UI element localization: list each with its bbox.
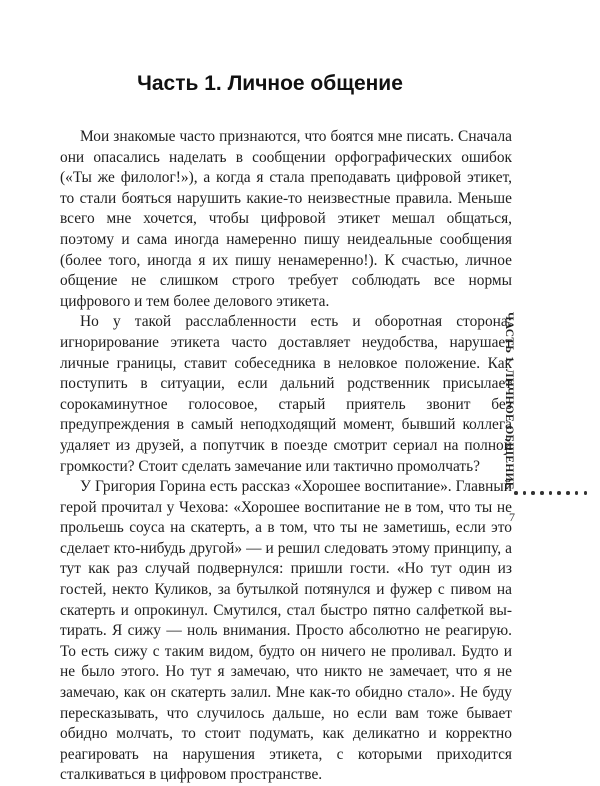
- chapter-title: Часть 1. Личное общение: [137, 72, 403, 95]
- paragraph: У Григория Горина есть рассказ «Хорошее воспитание». Главный герой прочитал у Чехова: «Хорошее воспитание не в том, что ты не прольешь соуса на скатерть, а в том, что ты не заметишь, если это сделает кто-нибудь другой» — и решил следовать этому принципу, а тут как раз случай подвернулся: пришли гости. «Но тут один из гостей, некто Куликов, за бутылкой потянулся и фужер с пивом на скатерть и опрокинул. Смутился, стал быстро пятно салфеткой вытирать. Я сижу — ноль внимания. Просто абсолютно не реагирую. То есть сижу с таким видом, будто он ничего не проливал. Будто и не было этого. Но тут я замечаю, что никто не замечает, что я не замечаю, как он скатерть залил. Мне как-то обидно стало». Не буду пересказывать, что случилось дальше, но если вам тоже бывает обидно молчать, то стоит подумать, как деликатно и корректно реагировать на нарушения этикета, с которыми приходится сталкиваться в цифровом пространстве.: [60, 478, 512, 784]
- leader-dot: [575, 491, 579, 495]
- paragraph: Но у такой расслабленности есть и оборотная сторона: игнорирование этикета часто доставляет неудобства, нарушает личные границы, ставит собеседника в неловкое положение. Как поступить в ситуации, если дальний родственник присылает сорокаминутное голосовое, старый приятель звонит без предупреждения в самый неподходящий момент, бывший коллега удаляет из друзей, а попутчик в поезде смотрит сериал на полной громкости? Стоит сделать замечание или тактично промолчать?: [60, 313, 512, 475]
- leader-dot: [531, 491, 535, 495]
- leader-dot: [557, 491, 561, 495]
- running-head: ЧАСТЬ 1. ЛИЧНОЕ ОБЩЕНИЕ: [503, 312, 515, 490]
- page-number: 7: [509, 510, 515, 524]
- dot-leader: [514, 491, 587, 495]
- leader-dot: [549, 491, 553, 495]
- leader-dot: [514, 491, 518, 495]
- leader-dot: [584, 491, 588, 495]
- leader-dot: [523, 491, 527, 495]
- leader-dot: [540, 491, 544, 495]
- leader-dot: [566, 491, 570, 495]
- body-text: [60, 127, 512, 786]
- paragraph: Мои знакомые часто признаются, что боятся мне писать. Сначала они опасались наделать в сообщении орфографических ошибок («Ты же филолог!»), а когда я стала преподавать цифровой этикет, то стали бояться нарушить какие-то неизвестные правила. Меньше всего мне хочется, чтобы цифровой этикет мешал общаться, поэтому и сама иногда намеренно пишу неидеальные сообщения (более того, иногда я их пишу ненамеренно!). К счастью, личное общение не слишком строго требует соблюдать все нормы цифрового и тем более делового этикета.: [60, 128, 512, 310]
